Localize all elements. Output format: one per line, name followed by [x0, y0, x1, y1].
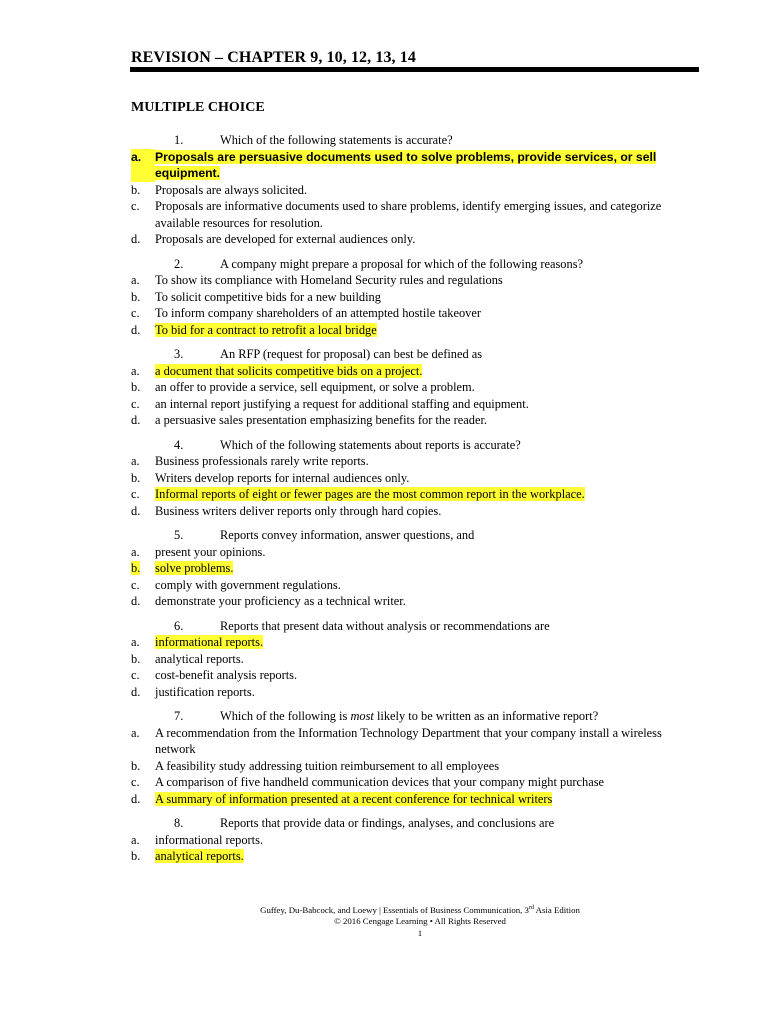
- option-letter: a.: [131, 725, 140, 740]
- option-text: A feasibility study addressing tuition reimbursement to all employees: [155, 758, 500, 773]
- footer-citation-edition: Asia Edition: [533, 904, 580, 915]
- option-d: [131, 322, 691, 339]
- page-title: REVISION – CHAPTER 9, 10, 12, 13, 14: [131, 49, 416, 66]
- option-text: demonstrate your proficiency as a technical writer.: [155, 594, 406, 608]
- option-b: [131, 470, 691, 487]
- question-2: [131, 256, 691, 339]
- option-b: [131, 289, 691, 306]
- option-letter: b.: [131, 470, 141, 485]
- option-text: informational reports.: [155, 832, 264, 847]
- question-text: Reports that present data without analysis or recommendations are: [220, 618, 550, 633]
- question-5: [131, 527, 691, 610]
- question-7: [131, 708, 691, 807]
- option-letter: b.: [131, 758, 141, 773]
- question-text-emphasis: most: [350, 709, 374, 723]
- question-text: Reports convey information, answer questions, and: [220, 528, 475, 542]
- option-text: solve problems.: [155, 561, 234, 575]
- question-number: 5.: [174, 528, 184, 542]
- option-a: [131, 453, 691, 470]
- option-b: [131, 848, 691, 865]
- option-text: a persuasive sales presentation emphasizing benefits for the reader.: [155, 413, 488, 427]
- question-stem: [131, 708, 691, 725]
- option-b: [131, 560, 691, 577]
- question-stem: [131, 527, 691, 544]
- option-text: informational reports.: [155, 635, 264, 649]
- question-stem: [131, 437, 691, 454]
- option-text: Proposals are persuasive documents used to solve problems, provide services, or sell equipment.: [155, 149, 657, 180]
- option-letter: a.: [131, 149, 155, 182]
- option-letter: a.: [131, 832, 140, 847]
- question-stem: [131, 815, 691, 832]
- option-text: analytical reports.: [155, 849, 244, 863]
- footer-citation-sup: rd: [528, 905, 534, 911]
- option-text: cost-benefit analysis reports.: [155, 668, 298, 682]
- option-c: [131, 305, 691, 322]
- option-d: [131, 503, 691, 520]
- question-text: Which of the following statements about reports is accurate?: [220, 437, 521, 452]
- option-text: comply with government regulations.: [155, 577, 341, 592]
- option-b: [131, 651, 691, 668]
- option-text: analytical reports.: [155, 651, 244, 666]
- question-number: 8.: [174, 816, 184, 830]
- option-letter: d.: [131, 791, 141, 806]
- question-text-start: Which of the following is: [220, 709, 351, 723]
- question-number: 2.: [174, 256, 184, 271]
- option-a: [131, 272, 691, 289]
- option-a: [131, 832, 691, 849]
- option-letter: d.: [131, 684, 141, 699]
- question-4: [131, 437, 691, 520]
- option-text: A comparison of five handheld communication devices that your company might purchase: [155, 775, 605, 789]
- option-letter: b.: [131, 289, 141, 304]
- question-number: 4.: [174, 437, 184, 452]
- option-letter: c.: [131, 199, 140, 213]
- title-rule: [130, 67, 699, 72]
- page-number: 1: [417, 927, 423, 938]
- option-text: A recommendation from the Information Technology Department that your company install a wireless network: [155, 725, 662, 756]
- option-text: Business writers deliver reports only through hard copies.: [155, 503, 442, 518]
- option-text: Proposals are developed for external audiences only.: [155, 232, 416, 246]
- option-d: [131, 231, 691, 248]
- option-letter: c.: [131, 577, 140, 592]
- option-text: present your opinions.: [155, 544, 266, 559]
- option-letter: b.: [131, 561, 141, 575]
- option-d: [131, 412, 691, 429]
- option-text: Writers develop reports for internal audiences only.: [155, 470, 410, 485]
- question-stem: [131, 256, 691, 273]
- question-stem: [131, 132, 691, 149]
- option-b: [131, 758, 691, 775]
- option-letter: b.: [131, 849, 141, 863]
- option-text: To bid for a contract to retrofit a local bridge: [155, 322, 377, 337]
- option-text: Proposals are always solicited.: [155, 182, 308, 197]
- option-letter: a.: [131, 273, 140, 287]
- option-letter: b.: [131, 651, 141, 666]
- option-letter: d.: [131, 413, 141, 427]
- option-text: To show its compliance with Homeland Security rules and regulations: [155, 273, 503, 287]
- page-footer: [150, 903, 690, 939]
- option-b: [131, 379, 691, 396]
- option-letter: a.: [131, 635, 140, 649]
- question-text-end: likely to be written as an informative report?: [373, 709, 599, 723]
- option-letter: a.: [131, 363, 140, 378]
- option-letter: c.: [131, 487, 140, 501]
- option-d: [131, 593, 691, 610]
- option-c: [131, 486, 691, 503]
- option-text: Informal reports of eight or fewer pages are the most common report in the workplace.: [155, 487, 585, 501]
- option-text: To solicit competitive bids for a new building: [155, 289, 381, 304]
- option-letter: b.: [131, 182, 141, 197]
- option-text: To inform company shareholders of an attempted hostile takeover: [155, 306, 482, 320]
- option-c: [131, 198, 691, 231]
- option-c: [131, 774, 691, 791]
- option-c: [131, 577, 691, 594]
- option-letter: d.: [131, 232, 141, 246]
- option-text: A summary of information presented at a recent conference for technical writers: [155, 791, 553, 806]
- option-a: [131, 149, 691, 182]
- option-text: an offer to provide a service, sell equipment, or solve a problem.: [155, 380, 475, 394]
- question-number: 3.: [174, 347, 184, 361]
- section-heading: MULTIPLE CHOICE: [131, 100, 265, 115]
- option-text: Proposals are informative documents used to share problems, identify emerging issues, and categorize available resources for resolution.: [155, 199, 662, 230]
- question-text: Reports that provide data or findings, analyses, and conclusions are: [220, 816, 555, 830]
- option-letter: d.: [131, 322, 141, 337]
- option-letter: d.: [131, 503, 141, 518]
- option-letter: c.: [131, 306, 140, 320]
- option-letter: a.: [131, 454, 140, 468]
- question-text: An RFP (request for proposal) can best be defined as: [220, 347, 483, 361]
- option-a: [131, 363, 691, 380]
- question-number: 7.: [174, 709, 184, 723]
- option-a: [131, 634, 691, 651]
- option-letter: c.: [131, 396, 140, 411]
- question-6: [131, 618, 691, 701]
- option-letter: c.: [131, 668, 140, 682]
- option-letter: a.: [131, 544, 140, 559]
- question-text: A company might prepare a proposal for which of the following reasons?: [220, 256, 584, 271]
- question-stem: [131, 346, 691, 363]
- question-number: 6.: [174, 618, 184, 633]
- question-3: [131, 346, 691, 429]
- option-c: [131, 667, 691, 684]
- question-text: Which of the following statements is accurate?: [220, 133, 453, 147]
- question-list: [131, 132, 691, 873]
- footer-citation-text: Guffey, Du-Babcock, and Loewy | Essentials of Business Communication, 3: [260, 904, 529, 915]
- question-stem: [131, 618, 691, 635]
- question-8: [131, 815, 691, 865]
- question-number: 1.: [174, 133, 184, 147]
- option-text: a document that solicits competitive bids on a project.: [155, 363, 423, 378]
- option-a: [131, 725, 691, 758]
- option-text: Business professionals rarely write reports.: [155, 454, 369, 468]
- option-letter: b.: [131, 380, 141, 394]
- option-c: [131, 396, 691, 413]
- footer-copyright: © 2016 Cengage Learning • All Rights Reserved: [334, 916, 506, 927]
- footer-citation: [150, 903, 690, 916]
- option-text: an internal report justifying a request for additional staffing and equipment.: [155, 396, 529, 411]
- option-d: [131, 791, 691, 808]
- option-b: [131, 182, 691, 199]
- option-a: [131, 544, 691, 561]
- option-letter: c.: [131, 775, 140, 789]
- option-d: [131, 684, 691, 701]
- option-text: justification reports.: [155, 684, 255, 699]
- option-letter: d.: [131, 594, 141, 608]
- question-1: [131, 132, 691, 248]
